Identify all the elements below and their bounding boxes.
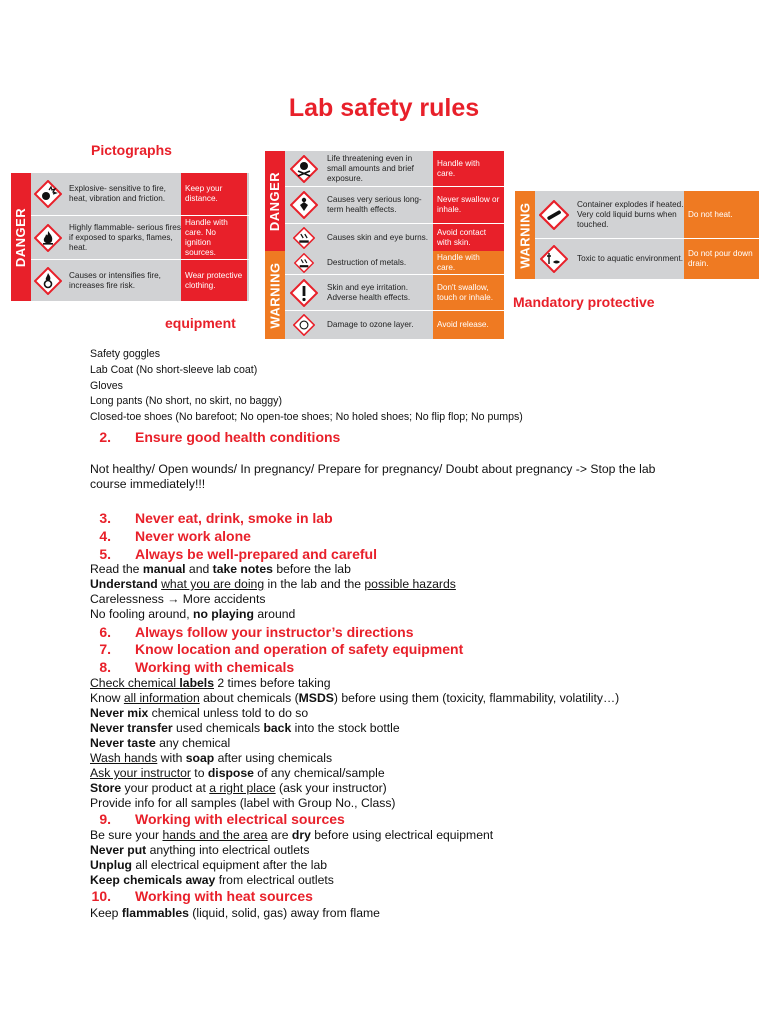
action-text: Never swallow or inhale. — [433, 187, 504, 223]
hazard-row — [285, 187, 504, 224]
hazard-rows — [31, 173, 249, 301]
body-line: Keep flammables (liquid, solid, gas) away from flame — [90, 906, 380, 920]
action-text: Keep your distance. — [181, 173, 247, 215]
body-line: Understand what you are doing in the lab and the possible hazards — [90, 577, 456, 591]
hazard-row — [285, 151, 504, 187]
heading-7: 7. Know location and operation of safety equipment — [99, 641, 464, 657]
hazard-text: Skin and eye irritation. Adverse health effects. — [327, 282, 411, 302]
warning-section — [265, 251, 500, 339]
body-line: No fooling around, no playing around — [90, 607, 296, 621]
body-line: Never mix chemical unless told to do so — [90, 706, 309, 720]
flame-over-circle-icon — [31, 267, 65, 295]
danger-warning-label-card-health — [265, 151, 500, 339]
environment-icon — [535, 245, 573, 273]
action-text: Handle with care. No ignition sources. — [181, 216, 247, 259]
health-text-line-1: Not healthy/ Open wounds/ In pregnancy/ Prepare for pregnancy/ Doubt about pregnancy -> Stop the lab — [90, 462, 656, 476]
list-item: Gloves — [90, 379, 123, 392]
action-text: Wear protective clothing. — [181, 260, 247, 301]
equipment-list — [90, 347, 523, 426]
body-line: Read the manual and take notes before the lab — [90, 562, 351, 576]
health-text-line-2: course immediately!!! — [90, 477, 206, 491]
list-item: Long pants (No short, no skirt, no baggy) — [90, 395, 282, 408]
heading-8: 8. Working with chemicals — [99, 659, 295, 675]
mandatory-label: Mandatory protective — [513, 294, 655, 310]
action-text: Do not heat. — [684, 191, 759, 238]
hazard-row — [535, 239, 759, 279]
body-line: Store your product at a right place (ask your instructor) — [90, 781, 387, 795]
body-line: Provide info for all samples (label with Group No., Class) — [90, 796, 396, 810]
hazard-row — [535, 191, 759, 239]
body-line: Unplug all electrical equipment after the lab — [90, 858, 328, 872]
heading-6: 6. Always follow your instructor’s directions — [99, 624, 414, 640]
gas-cylinder-icon — [535, 200, 573, 230]
hazard-text: Life threatening even in small amounts and brief exposure. — [327, 153, 414, 183]
health-hazard-icon — [285, 191, 323, 219]
hazard-row — [285, 224, 504, 251]
page-title: Lab safety rules — [288, 94, 480, 122]
hazard-row — [285, 311, 504, 339]
hazard-text: Highly flammable- serious fires if exposed to sparks, flames, heat. — [69, 222, 181, 252]
exclamation-icon — [285, 279, 323, 307]
body-line: Check chemical labels 2 times before taking — [90, 676, 331, 690]
hazard-row — [285, 275, 504, 311]
hazard-text: Explosive- sensitive to fire, heat, vibration and friction. — [69, 184, 166, 203]
hazard-text: Damage to ozone layer. — [327, 320, 414, 329]
danger-side-band: DANGER — [265, 151, 285, 251]
section-10-body — [90, 906, 380, 921]
body-line: Be sure your hands and the area are dry before using electrical equipment — [90, 828, 494, 842]
action-text: Handle with care. — [433, 251, 504, 274]
danger-label-card-physical — [11, 173, 249, 301]
list-item: Closed-toe shoes (No barefoot; No open-toe shoes; No holed shoes; No flip flop; No pumps) — [90, 411, 523, 424]
exploding-bomb-icon — [31, 180, 65, 208]
flame-icon — [31, 224, 65, 252]
action-text: Avoid release. — [433, 311, 504, 339]
action-text: Handle with care. — [433, 151, 504, 186]
section-8-body — [90, 676, 619, 811]
skull-crossbones-icon — [285, 155, 323, 183]
section-5-body — [90, 562, 456, 622]
hazard-row — [285, 251, 504, 275]
body-line: Never transfer used chemicals back into the stock bottle — [90, 721, 400, 735]
body-line: Ask your instructor to dispose of any chemical/sample — [90, 766, 385, 780]
hazard-text: Causes skin and eye burns. — [327, 232, 429, 242]
corrosion-icon — [285, 227, 323, 249]
hazard-row — [31, 260, 249, 301]
body-line: Keep chemicals away from electrical outlets — [90, 873, 334, 887]
action-text: Don't swallow, touch or inhale. — [433, 275, 504, 310]
heading-2: 2. Ensure good health conditions — [99, 429, 341, 445]
warning-side-band: WARNING — [265, 251, 285, 339]
equipment-label: equipment — [165, 315, 236, 331]
heading-4: 4. Never work alone — [99, 528, 251, 544]
hazard-text: Container explodes if heated. Very cold liquid burns when touched. — [577, 199, 684, 229]
heading-9: 9. Working with electrical sources — [99, 811, 345, 827]
body-line: Know all information about chemicals (MSDS) before using them (toxicity, flammability, volatility…) — [90, 691, 620, 705]
pictographs-label: Pictographs — [91, 142, 172, 158]
ozone-icon — [285, 314, 323, 336]
list-item: Safety goggles — [90, 348, 161, 360]
body-line: Wash hands with soap after using chemicals — [90, 751, 333, 765]
body-line: Never taste any chemical — [90, 736, 231, 750]
heading-5: 5. Always be well-prepared and careful — [99, 546, 377, 562]
hazard-text: Toxic to aquatic environment. — [577, 254, 684, 263]
hazard-text: Destruction of metals. — [327, 257, 407, 267]
hazard-row — [31, 173, 249, 216]
heading-10: 10. Working with heat sources — [91, 888, 313, 904]
corrosion-icon — [285, 253, 323, 273]
heading-3: 3. Never eat, drink, smoke in lab — [99, 510, 333, 526]
body-line: Carelessness → More accidents — [90, 592, 266, 606]
danger-section — [265, 151, 500, 251]
hazard-text: Causes very serious long-term health effects. — [327, 195, 422, 214]
body-line: Never put anything into electrical outlets — [90, 843, 310, 857]
warning-side-band: WARNING — [515, 191, 535, 279]
hazard-text: Causes or intensifies fire, increases fire risk. — [69, 270, 161, 290]
action-text: Do not pour down drain. — [684, 239, 759, 279]
warning-label-card-gas-environment — [515, 191, 755, 279]
list-item: Lab Coat (No short-sleeve lab coat) — [90, 363, 258, 376]
hazard-row — [31, 216, 249, 260]
action-text: Avoid contact with skin. — [433, 224, 504, 251]
section-9-body — [90, 828, 493, 888]
danger-side-band: DANGER — [11, 173, 31, 301]
